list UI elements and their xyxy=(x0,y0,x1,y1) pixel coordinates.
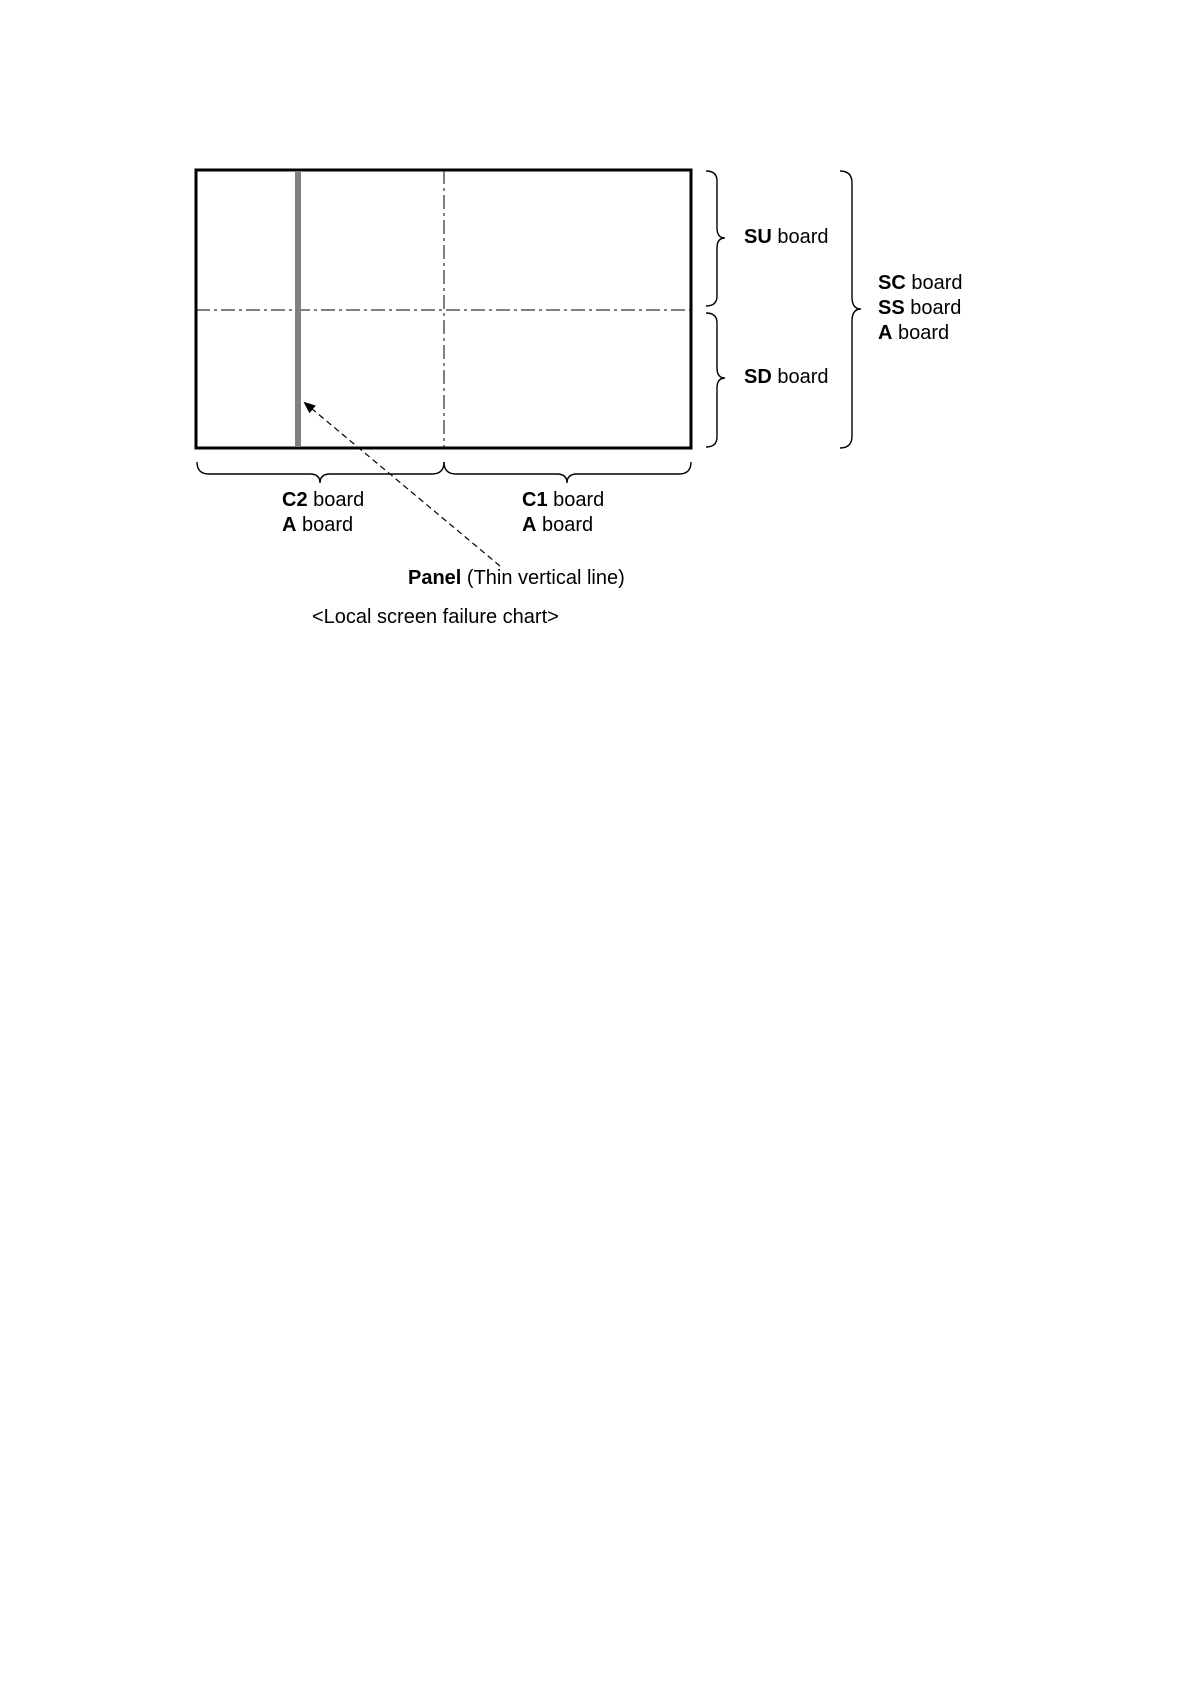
c2-group-line xyxy=(282,488,364,513)
panel-label xyxy=(408,566,625,591)
panel-label-rest: (Thin vertical line) xyxy=(466,567,625,589)
c1-group-label xyxy=(522,488,604,538)
c1-group-line xyxy=(522,513,604,538)
sd-board-label xyxy=(744,365,829,390)
sd-brace xyxy=(706,313,725,447)
c1-group-line-rest: board xyxy=(542,514,594,536)
c2-brace xyxy=(197,462,444,483)
outer-right-line xyxy=(878,321,963,346)
outer-right-line xyxy=(878,271,963,296)
c2-group-line-bold: C2 xyxy=(282,489,308,511)
c2-group-line-rest: board xyxy=(313,489,365,511)
su-board-label xyxy=(744,225,829,250)
panel-label-bold: Panel xyxy=(408,567,462,589)
c2-group-line xyxy=(282,513,364,538)
c2-group-line-bold: A xyxy=(282,514,297,536)
outer-right-line-bold: SC xyxy=(878,272,906,294)
su-board-label-bold: SU xyxy=(744,226,772,248)
c1-group-line-rest: board xyxy=(553,489,605,511)
outer-right-line-bold: A xyxy=(878,322,893,344)
c1-group-line-bold: A xyxy=(522,514,537,536)
su-board-label-rest: board xyxy=(777,226,829,248)
outer-right-line-rest: board xyxy=(910,297,962,319)
sd-board-label-rest: board xyxy=(777,366,829,388)
c1-group-line xyxy=(522,488,604,513)
outer-right-line-rest: board xyxy=(911,272,963,294)
c2-group-line-rest: board xyxy=(302,514,354,536)
outer-right-line-rest: board xyxy=(898,322,950,344)
sc-ss-a-brace xyxy=(840,171,861,448)
c1-brace xyxy=(444,462,691,483)
outer-right-group-label xyxy=(878,271,963,346)
outer-right-line xyxy=(878,296,963,321)
c2-group-label xyxy=(282,488,364,538)
outer-right-line-bold: SS xyxy=(878,297,905,319)
sd-board-label-bold: SD xyxy=(744,366,772,388)
c1-group-line-bold: C1 xyxy=(522,489,548,511)
su-brace xyxy=(706,171,725,306)
panel-leader-arrow xyxy=(305,403,500,566)
chart-caption: <Local screen failure chart> xyxy=(312,606,559,628)
